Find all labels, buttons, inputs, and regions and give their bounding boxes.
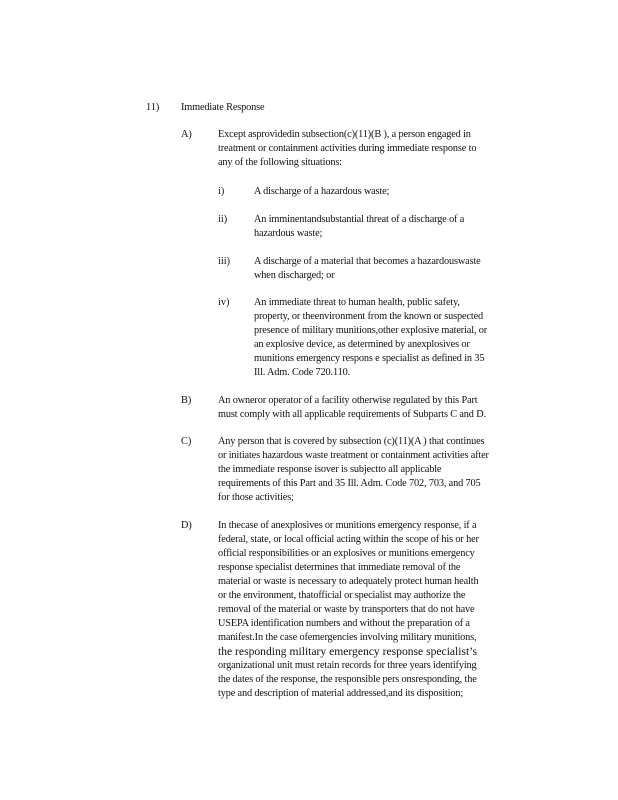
text-line: USEPA identification numbers and without the preparation of a	[218, 618, 470, 629]
text-line: or the environment, thatofficial or specialist may authorize the	[218, 590, 466, 601]
text-line: the immediate response isover is subjectto all applicable	[218, 464, 442, 475]
item-b-label: B)	[181, 395, 192, 406]
text-line: In thecase of anexplosives or munitions emergency response, if a	[218, 520, 477, 531]
item-d-label: D)	[181, 520, 192, 531]
text-line: organizational unit must retain records for three years identifying	[218, 660, 477, 671]
text-line: An imminentandsubstantial threat of a discharge of a	[254, 214, 465, 225]
text-line: the dates of the response, the responsible pers onsresponding, the	[218, 674, 477, 685]
text-line: hazardous waste;	[254, 228, 323, 239]
text-line: type and description of material addressed,and its disposition;	[218, 688, 464, 699]
subitem-ii-label: ii)	[218, 214, 228, 225]
text-line: Except asprovidedin subsection(c)(11)(B ), a person engaged in	[218, 129, 471, 140]
text-line: material or waste is necessary to adequately protect human health	[218, 576, 479, 587]
item-a-label: A)	[181, 129, 192, 140]
text-line: the responding military emergency response specialist’s	[218, 645, 477, 658]
text-line: presence of military munitions,other explosive material, or	[254, 325, 488, 336]
text-line: must comply with all applicable requirements of Subparts C and D.	[218, 409, 486, 420]
text-line: any of the following situations:	[218, 157, 342, 168]
subitem-iii-label: iii)	[218, 256, 231, 267]
section-number: 11)	[146, 102, 160, 113]
text-line: Any person that is covered by subsection (c)(11)(A ) that continues	[218, 436, 485, 447]
text-line: or initiates hazardous waste treatment or containment activities after	[218, 450, 489, 461]
text-line: A discharge of a material that becomes a hazardouswaste	[254, 256, 481, 267]
text-line: removal of the material or waste by transporters that do not have	[218, 604, 475, 615]
text-line: treatment or containment activities during immediate response to	[218, 143, 477, 154]
subitem-iv-label: iv)	[218, 297, 230, 308]
subitem-i-text: A discharge of a hazardous waste;	[254, 186, 390, 197]
text-line: manifest.In the case ofemergencies involving military munitions,	[218, 632, 477, 643]
text-line: response specialist determines that immediate removal of the	[218, 562, 461, 573]
text-line: munitions emergency respons e specialist as defined in 35	[254, 353, 485, 364]
text-line: requirements of this Part and 35 Ill. Adm. Code 702, 703, and 705	[218, 478, 481, 489]
text-line: property, or theenvironment from the known or suspected	[254, 311, 483, 322]
text-line: for those activities;	[218, 492, 294, 503]
item-c-label: C)	[181, 436, 192, 447]
text-line: an explosive device, as determined by anexplosives or	[254, 339, 470, 350]
text-line: An owneror operator of a facility otherwise regulated by this Part	[218, 395, 478, 406]
text-line: when discharged; or	[254, 270, 335, 281]
section-title: Immediate Response	[181, 102, 265, 113]
text-line: Ill. Adm. Code 720.110.	[254, 367, 350, 378]
text-line: federal, state, or local official acting within the scope of his or her	[218, 534, 479, 545]
text-line: official responsibilities or an explosives or munitions emergency	[218, 548, 475, 559]
text-line: An immediate threat to human health, public safety,	[254, 297, 460, 308]
subitem-i-label: i)	[218, 186, 225, 197]
